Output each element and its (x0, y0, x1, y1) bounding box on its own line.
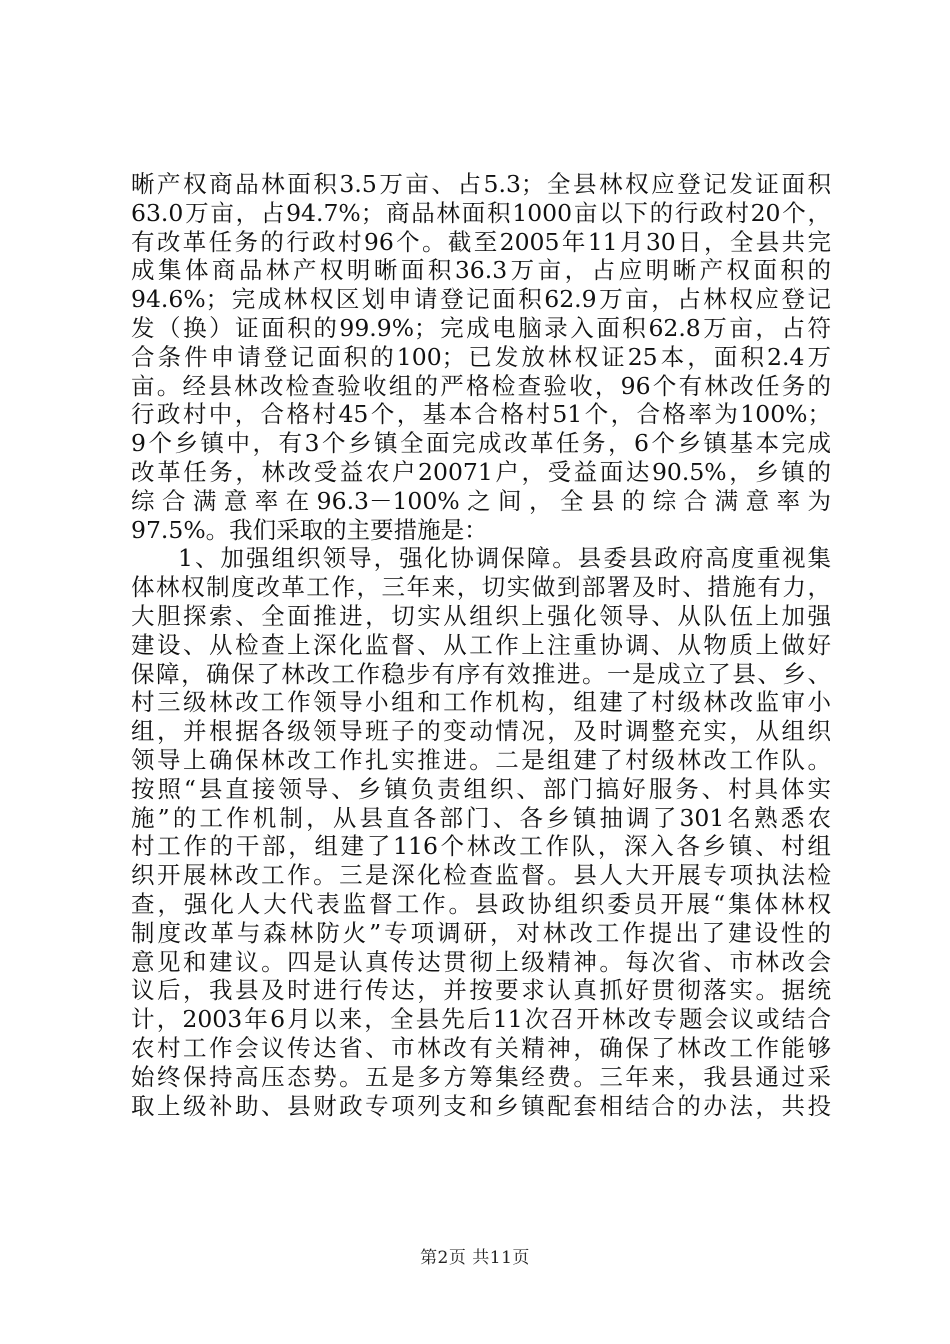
text-line: 合条件申请登记面积的100；已发放林权证25本，面积2.4万 (131, 342, 831, 371)
body-text (131, 170, 831, 1120)
text-line: 综合满意率在96.3－100%之间，全县的综合满意率为 (131, 486, 831, 515)
text-line: 制度改革与森林防火”专项调研，对林改工作提出了建设性的 (131, 918, 831, 947)
text-line: 大胆探索、全面推进，切实从组织上强化领导、从队伍上加强 (131, 601, 831, 630)
text-line: 晰产权商品林面积3.5万亩、占5.3；全县林权应登记发证面积 (131, 170, 831, 198)
text-line: 计，2003年6月以来，全县先后11次召开林改专题会议或结合 (131, 1005, 831, 1034)
text-line: 村工作的干部，组建了116个林改工作队，深入各乡镇、村组 (131, 832, 831, 861)
text-line: 村三级林改工作领导小组和工作机构，组建了村级林改监审小 (131, 688, 831, 717)
text-line: 织开展林改工作。三是深化检查监督。县人大开展专项执法检 (131, 861, 831, 890)
text-line: 保障，确保了林改工作稳步有序有效推进。一是成立了县、乡、 (131, 659, 831, 688)
page-footer (0, 1243, 950, 1268)
text-line: 查，强化人大代表监督工作。县政协组织委员开展“集体林权 (131, 889, 831, 918)
text-line: 亩。经县林改检查验收组的严格检查验收，96个有林改任务的 (131, 371, 831, 400)
text-line: 体林权制度改革工作，三年来，切实做到部署及时、措施有力， (131, 573, 831, 602)
text-line: 领导上确保林改工作扎实推进。二是组建了村级林改工作队。 (131, 745, 831, 774)
text-line: 97.5%。我们采取的主要措施是： (131, 515, 488, 544)
text-line: 取上级补助、县财政专项列支和乡镇配套相结合的办法，共投 (131, 1091, 831, 1120)
text-line: 建设、从检查上深化监督、从工作上注重协调、从物质上做好 (131, 630, 831, 659)
text-line: 1、加强组织领导，强化协调保障。县委县政府高度重视集 (178, 544, 831, 573)
text-line: 意见和建议。四是认真传达贯彻上级精神。每次省、市林改会 (131, 947, 831, 976)
text-line: 改革任务，林改受益农户20071户，受益面达90.5%，乡镇的 (131, 457, 831, 486)
text-line: 始终保持高压态势。五是多方筹集经费。三年来，我县通过采 (131, 1062, 831, 1091)
text-line: 农村工作会议传达省、市林改有关精神，确保了林改工作能够 (131, 1033, 831, 1062)
text-line: 组，并根据各级领导班子的变动情况，及时调整充实，从组织 (131, 717, 831, 746)
text-line: 行政村中，合格村45个，基本合格村51个，合格率为100%； (131, 400, 831, 429)
text-line: 63.0万亩，占94.7%；商品林面积1000亩以下的行政村20个， (131, 198, 831, 227)
text-line: 成集体商品林产权明晰面积36.3万亩，占应明晰产权面积的 (131, 256, 831, 285)
text-line: 按照“县直接领导、乡镇负责组织、部门搞好服务、村具体实 (131, 774, 831, 803)
text-line: 有改革任务的行政村96个。截至2005年11月30日，全县共完 (131, 227, 831, 256)
text-line: 9个乡镇中，有3个乡镇全面完成改革任务，6个乡镇基本完成 (131, 429, 831, 458)
text-line: 议后，我县及时进行传达，并按要求认真抓好贯彻落实。据统 (131, 976, 831, 1005)
page-number: 第2页 共11页 (420, 1248, 530, 1268)
text-line: 施”的工作机制，从县直各部门、各乡镇抽调了301名熟悉农 (131, 803, 831, 832)
text-line: 94.6%；完成林权区划申请登记面积62.9万亩，占林权应登记 (131, 285, 831, 314)
text-line: 发（换）证面积的99.9%；完成电脑录入面积62.8万亩，占符 (131, 313, 831, 342)
